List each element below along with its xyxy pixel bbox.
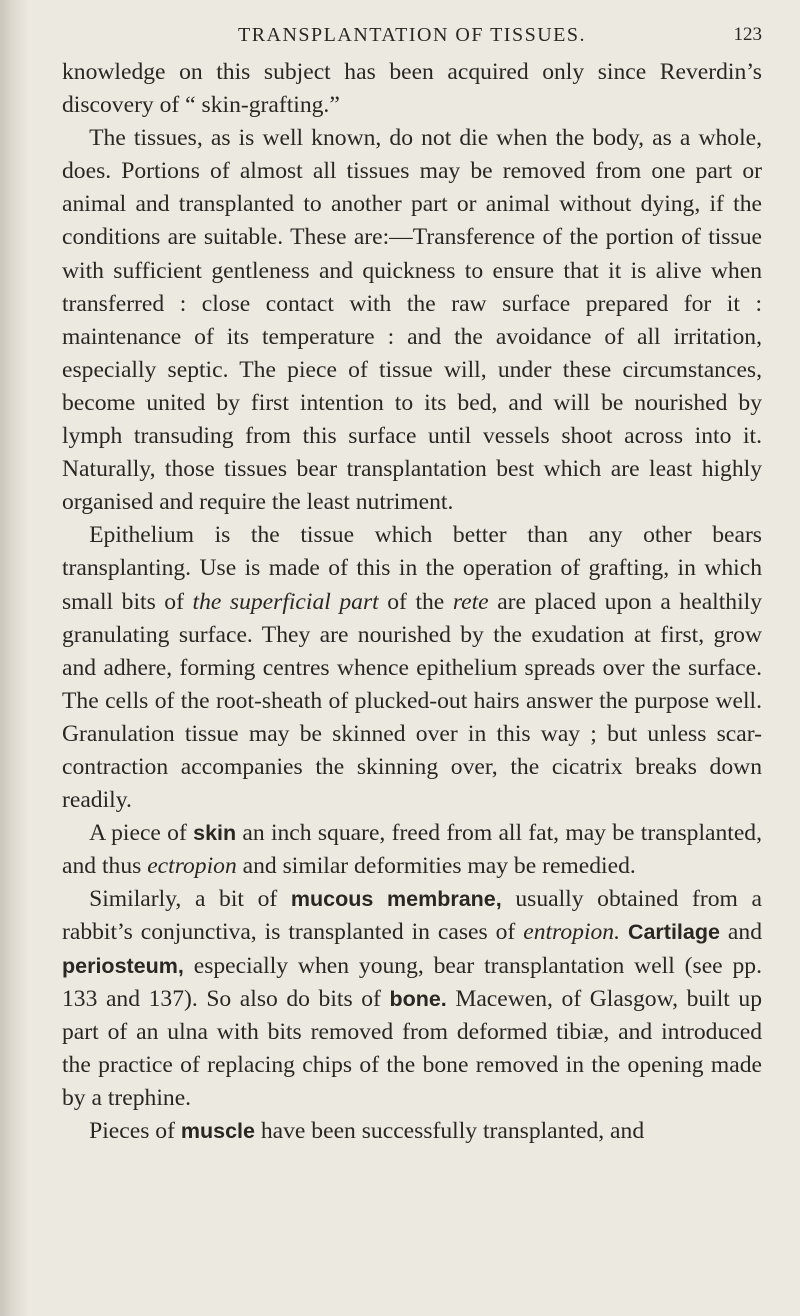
body-text [62,56,762,1148]
keyword-term: mucous membrane, [290,887,502,912]
italic-term: entropion. [523,919,620,946]
text-run: usually obtained from a rabbit’s conjunctiva, is transplanted in cases of [62,886,762,946]
text-run: Similarly, a bit of [89,886,291,913]
text-run: have been successfully transplanted, and [254,1118,645,1144]
keyword-term: skin [193,821,237,846]
italic-term: rete [452,588,489,615]
paragraph [62,122,762,519]
page-number: 123 [733,24,762,45]
paragraph [62,519,762,817]
keyword-term: bone. [389,986,447,1011]
text-run: an inch square, freed from all fat, may be transplanted, and thus [62,820,762,880]
text-run: of the [378,588,453,615]
text-run: Macewen, of Glasgow, built up part of an ulna with bits removed from deformed tibiæ, and introduced the practice of replacing chips of the bone removed in the opening made by a trephine. [62,985,762,1111]
italic-term: ectropion [147,853,237,880]
text-run: are placed upon a healthily granulating surface. They are nourished by the exudation at first, grow and adhere, forming centres whence epithelium spreads over the surface. The cells of the root-sheath of plucked-out hairs answer the purpose well. Granulation tissue may be skinned over in this way ; but unless scar-contraction accompanies the skinning over, the cicatrix breaks down readily. [62,588,762,814]
text-run: A piece of [89,820,194,847]
paragraph [62,883,762,1115]
keyword-term: Cartilage [627,920,720,945]
text-run: The tissues, as is well known, do not die when the body, as a whole, does. Portions of almost all tissues may be removed from one part or animal and transplanted to another part or animal without dying, if the conditions are suitable. These are:—Transference of the portion of tissue with sufficient gentleness and quickness to ensure that it is alive when transferred : close contact with the raw surface prepared for it : maintenance of its temperature : and the avoidance of all irritation, especially septic. The piece of tissue will, under these circumstances, become united by first intention to its bed, and will be nourished by lymph transuding from this surface until vessels shoot across into it. Naturally, those tissues bear transplantation best which are least highly organised and require the least nutriment. [62,125,762,516]
text-run: Pieces of [89,1118,181,1144]
paragraph [62,817,762,883]
italic-term: the superficial part [192,588,379,615]
page-gutter-shadow [0,0,30,1316]
keyword-term: periosteum, [62,953,184,978]
keyword-term: muscle [180,1119,255,1143]
paragraph [62,1115,762,1148]
text-run: and [719,919,762,946]
paragraph [62,56,762,122]
book-page [62,18,762,1148]
text-run [620,919,628,945]
running-head-title: TRANSPLANTATION OF TISSUES. [237,24,586,46]
running-head [62,18,762,56]
text-run: especially when young, bear transplantation well (see pp. 133 and 137). So also do bits of [62,952,762,1012]
text-run: and similar deformities may be remedied. [236,853,636,880]
text-run: knowledge on this subject has been acquired only since Reverdin’s discovery of “ skin-grafting.” [62,59,762,119]
text-run: Epithelium is the tissue which better than any other bears transplanting. Use is made of this in the operation of grafting, in which small bits of [62,522,762,615]
